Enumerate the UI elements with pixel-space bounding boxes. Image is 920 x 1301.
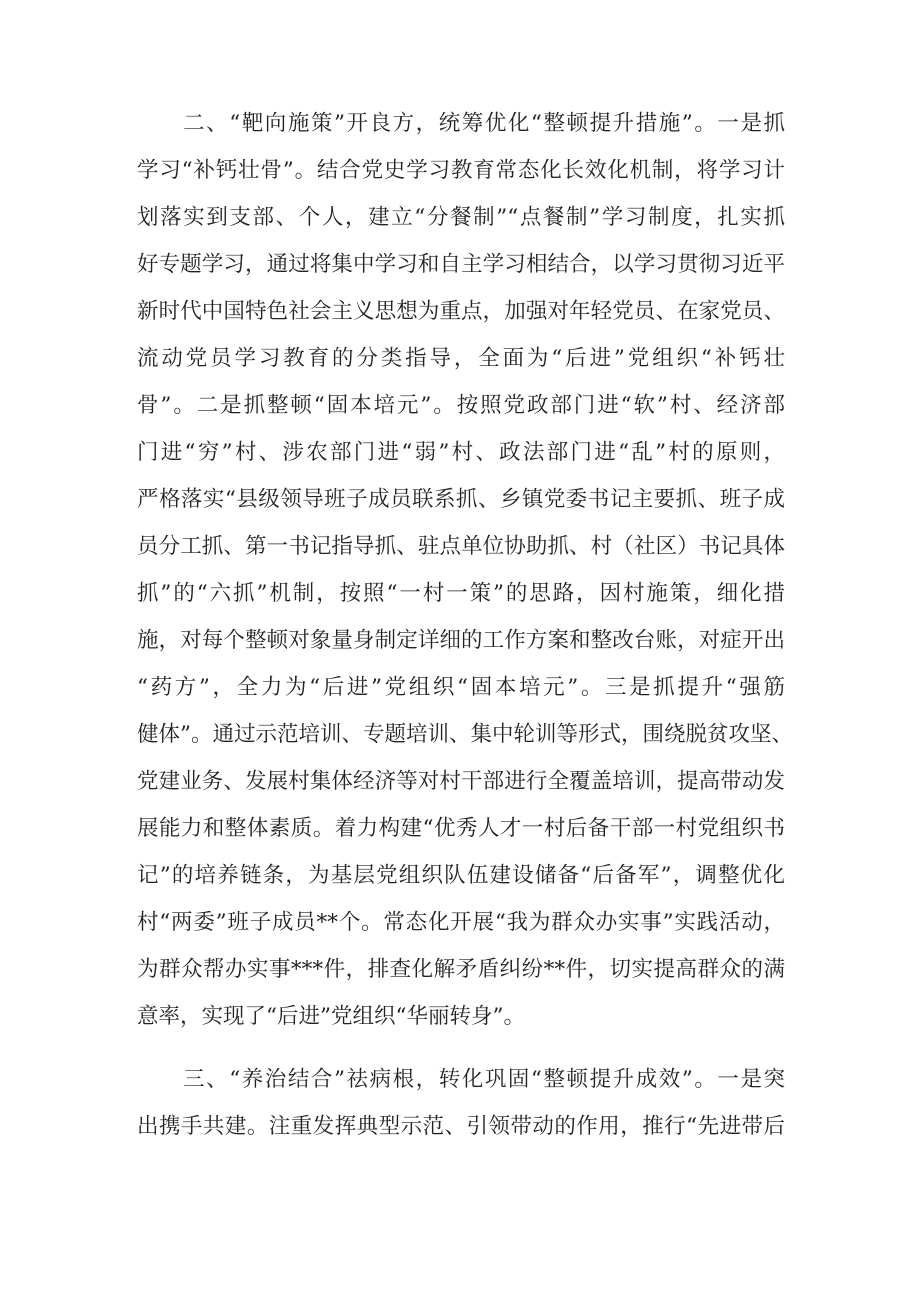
text-line: 划落实到支部、个人，建立“分餐制”“点餐制”学习制度，扎实抓 [137, 205, 785, 230]
text-line: 流动党员学习教育的分类指导，全面为“后进”党组织“补钙壮 [137, 346, 785, 371]
text-line: 出携手共建。注重发挥典型示范、引领带动的作用，推行“先进带后 [137, 1114, 785, 1139]
text-line: 门进“穷”村、涉农部门进“弱”村、政法部门进“乱”村的原则， [137, 440, 785, 465]
text-line: 党建业务、发展村集体经济等对村干部进行全覆盖培训，提高带动发 [137, 769, 785, 794]
document-body [137, 100, 793, 1150]
text-line: 意率，实现了“后进”党组织“华丽转身”。 [137, 1004, 525, 1029]
text-line: 展能力和整体素质。着力构建“优秀人才一村后备干部一村党组织书 [137, 816, 785, 841]
text-line: 记”的培养链条，为基层党组织队伍建设储备“后备军”，调整优化 [137, 863, 785, 888]
text-line: 施，对每个整顿对象量身制定详细的工作方案和整改台账，对症开出 [137, 628, 785, 653]
text-line: 为群众帮办实事***件，排查化解矛盾纠纷**件，切实提高群众的满 [137, 957, 785, 982]
text-line: 三、“养治结合”祛病根，转化巩固“整顿提升成效”。一是突 [137, 1067, 785, 1092]
paragraph-section-two [137, 100, 793, 1040]
text-line: 好专题学习，通过将集中学习和自主学习相结合，以学习贯彻习近平 [137, 252, 785, 277]
text-line: 新时代中国特色社会主义思想为重点，加强对年轻党员、在家党员、 [137, 299, 785, 324]
text-line: “药方”，全力为“后进”党组织“固本培元”。三是抓提升“强筋 [137, 675, 785, 700]
text-line: 员分工抓、第一书记指导抓、驻点单位协助抓、村（社区）书记具体 [137, 534, 785, 559]
text-line: 严格落实“县级领导班子成员联系抓、乡镇党委书记主要抓、班子成 [137, 487, 785, 512]
text-line: 抓”的“六抓”机制，按照“一村一策”的思路，因村施策，细化措 [137, 581, 785, 606]
text-line: 村“两委”班子成员**个。常态化开展“我为群众办实事”实践活动， [137, 910, 785, 935]
text-line: 健体”。通过示范培训、专题培训、集中轮训等形式，围绕脱贫攻坚、 [137, 722, 793, 747]
text-line: 骨”。二是抓整顿“固本培元”。按照党政部门进“软”村、经济部 [137, 393, 785, 418]
text-line: 二、“靶向施策”开良方，统筹优化“整顿提升措施”。一是抓 [137, 111, 785, 136]
paragraph-section-three [137, 1056, 785, 1150]
text-line: 学习“补钙壮骨”。结合党史学习教育常态化长效化机制，将学习计 [137, 158, 785, 183]
